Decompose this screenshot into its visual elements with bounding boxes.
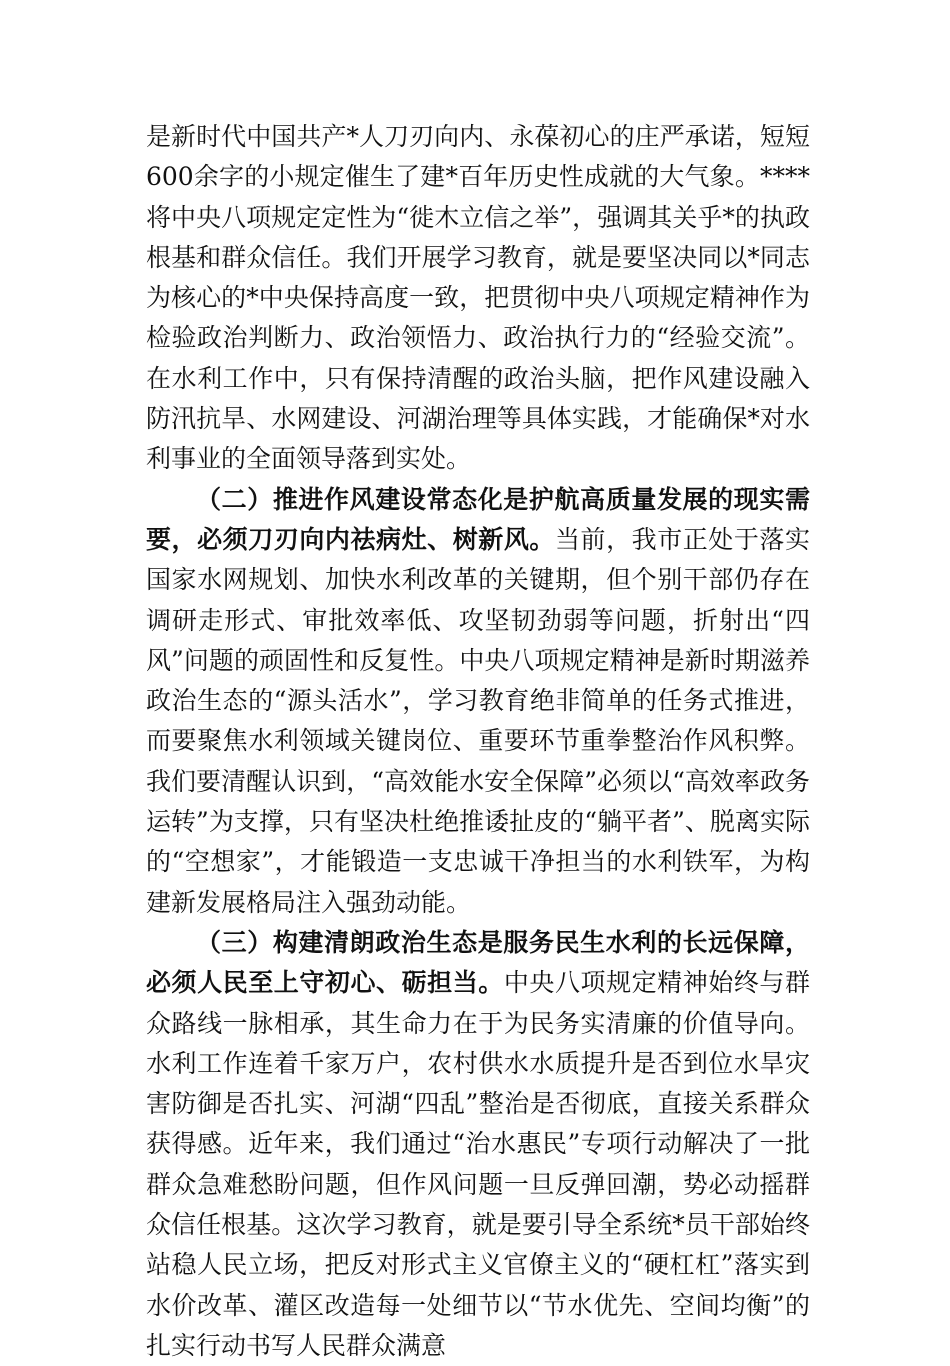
paragraph-body-text: 是新时代中国共产*人刀刃向内、永葆初心的庄严承诺，短短600余字的小规定催生了建*百年历史性成就的大气象。****将中央八项规定定性为“徙木立信之举”，强调其关乎*的执政根基和群众信任。我们开展学习教育，就是要坚决同以*同志为核心的*中央保持高度一致，把贯彻中央八项规定精神作为检验政治判断力、政治领悟力、政治执行力的“经验交流”。在水利工作中，只有保持清醒的政治头脑，把作风建设融入防汛抗旱、水网建设、河湖治理等具体实践，才能确保*对水利事业的全面领导落到实处。 [146,122,810,474]
section-three-heading: （三）构建清朗政治生态是服务民生水利的长远保障，必须人民至上守初心、砺担当。 [146,927,810,998]
document-body [146,117,810,1366]
paragraph-body-text: 中央八项规定精神始终与群众路线一脉相承，其生命力在于为民务实清廉的价值导向。水利工作连着千家万户，农村供水水质提升是否到位水旱灾害防御是否扎实、河湖“四乱”整治是否彻底，直接关系群众获得感。近年来，我们通过“治水惠民”专项行动解决了一批群众急难愁盼问题，但作风问题一旦反弹回潮，势必动摇群众信任根基。这次学习教育，就是要引导全系统*员干部始终站稳人民立场，把反对形式主义官僚主义的“硬杠杠”落实到水价改革、灌区改造每一处细节以“节水优先、空间均衡”的扎实行动书写人民群众满意 [146,968,810,1360]
paragraph-continued [146,117,810,480]
paragraph-section-three [146,923,810,1366]
paragraph-body-text: 当前，我市正处于落实国家水网规划、加快水利改革的关键期，但个别干部仍存在调研走形式、审批效率低、攻坚韧劲弱等问题，折射出“四风”问题的顽固性和反复性。中央八项规定精神是新时期滋养政治生态的“源头活水”，学习教育绝非简单的任务式推进，而要聚焦水利领域关键岗位、重要环节重拳整治作风积弊。我们要清醒认识到，“高效能水安全保障”必须以“高效率政务运转”为支撑，只有坚决杜绝推诿扯皮的“躺平者”、脱离实际的“空想家”，才能锻造一支忠诚干净担当的水利铁军，为构建新发展格局注入强劲动能。 [146,524,810,917]
paragraph-section-two [146,480,810,923]
section-two-heading: （二）推进作风建设常态化是护航高质量发展的现实需要，必须刀刃向内祛病灶、树新风。 [146,484,810,554]
